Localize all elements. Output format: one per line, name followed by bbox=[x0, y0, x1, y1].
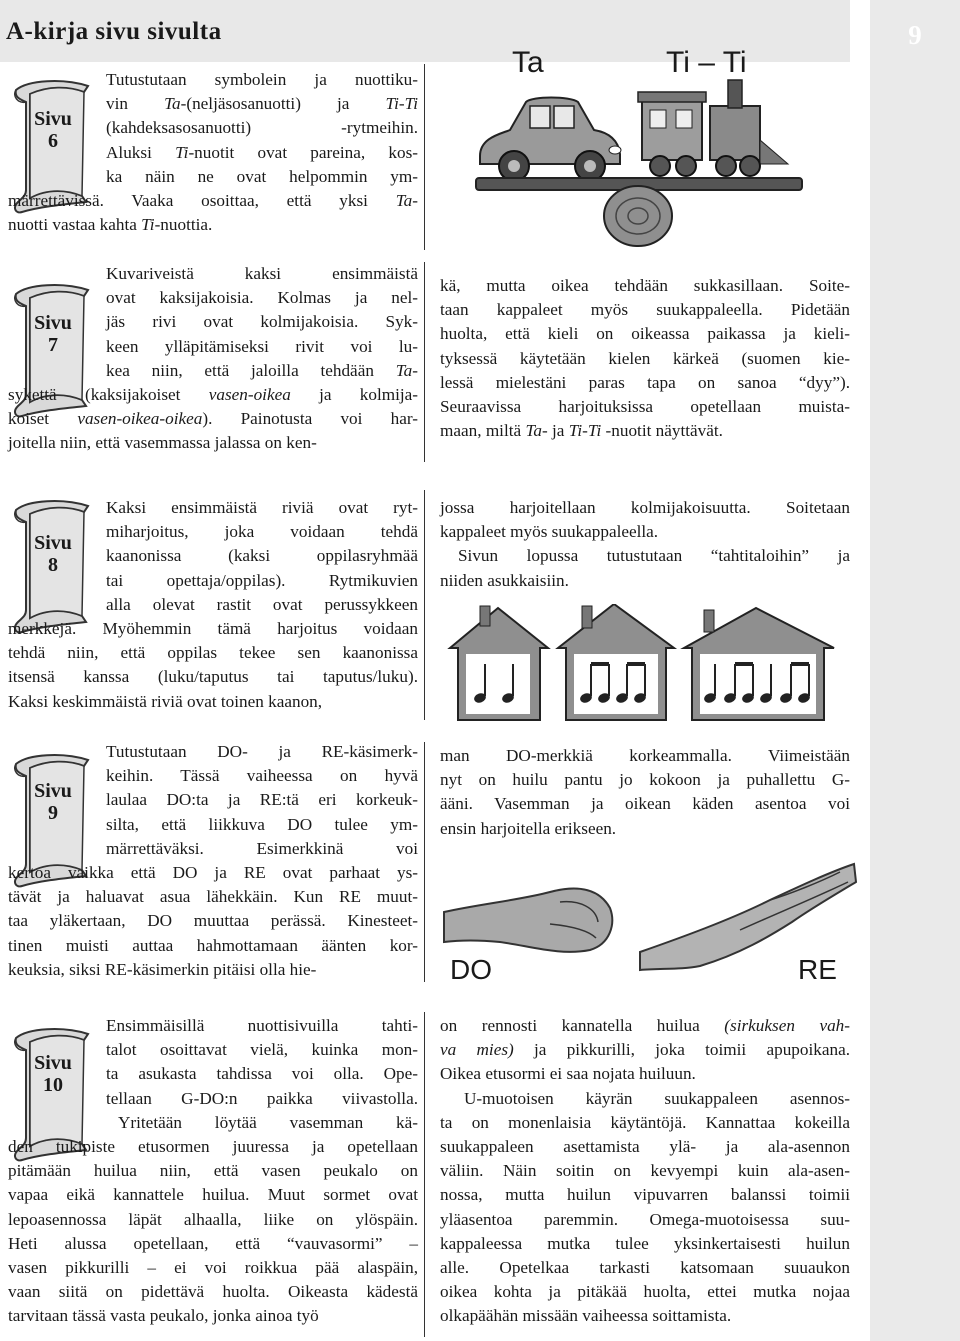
text-line: vapaa eikä kannattele huilua. Muut sormet ovat bbox=[8, 1185, 418, 1205]
text-line: nyt on huilu pantu jo kokoon ja puhallettu G- bbox=[440, 770, 850, 790]
train-icon bbox=[638, 80, 788, 176]
column-divider bbox=[424, 64, 425, 250]
text-line: märrettäväksi. Esimerkkinä voi bbox=[106, 838, 418, 858]
section-sivu-9-text-left bbox=[8, 740, 418, 982]
text-line: maan, miltä Ta- ja Ti-Ti -nuotit näyttävät. bbox=[440, 421, 723, 441]
section-sivu-8-text-right bbox=[440, 496, 850, 593]
text-line: märrettävissä. Vaaka osoittaa, että yksi Ta- bbox=[8, 191, 418, 211]
text-line: ta on monenlaisia käytäntöjä. Kannattaa kokeilla bbox=[440, 1112, 850, 1132]
log-icon bbox=[604, 186, 672, 246]
text-line: Sivun lopussa tutustutaan “tahtitaloihin” ja bbox=[458, 546, 850, 566]
text-line: nossa, mutta huilun vipuvarren balanssi toimii bbox=[440, 1185, 850, 1205]
page-title: A-kirja sivu sivulta bbox=[6, 18, 222, 45]
text-line: silta, että liikkuva DO tulee ym- bbox=[106, 814, 418, 834]
text-line: vin Ta-(neljäsosanuotti) ja Ti-Ti bbox=[106, 94, 419, 114]
text-line: Kaksi keskimmäistä riviä ovat toinen kaanon, bbox=[8, 691, 323, 711]
column-divider bbox=[424, 742, 425, 982]
ta-label: Ta bbox=[512, 46, 544, 79]
text-line: on rennosti kannatella huilua (sirkuksen vah- bbox=[440, 1016, 850, 1035]
text-line: Tutustutaan DO- ja RE-käsimerk- bbox=[106, 742, 418, 761]
text-line: tellaan G-DO:n paikka viivastolla. bbox=[106, 1088, 418, 1108]
text-line: talot osoittavat vielä, kuinka mon- bbox=[106, 1040, 418, 1060]
text-line: merkkejä. Myöhemmin tämä harjoitus voidaan bbox=[8, 619, 418, 639]
text-line: Tutustutaan symbolein ja nuottiku- bbox=[106, 70, 418, 89]
text-line: tai opettaja/oppilas). Rytmikuvien bbox=[106, 570, 418, 590]
text-line: Kaksi ensimmäistä riviä ovat ryt- bbox=[106, 498, 418, 517]
text-line: kappaleessa mutka tulee yksinkertaisesti huilun bbox=[440, 1233, 850, 1253]
text-line: jossa harjoitellaan kolmijakoisuutta. Soitetaan bbox=[440, 498, 850, 517]
house-3-icon bbox=[684, 608, 834, 720]
do-label: DO bbox=[450, 954, 492, 985]
text-line: va mies) ja pikkurilli, joka toimii apupoikana. bbox=[440, 1040, 850, 1060]
text-line: huolta, että kieli on oikeassa paikassa ja kieli- bbox=[440, 324, 850, 344]
text-line: tehdä niin, että oppilas tekee sen kaanonissa bbox=[8, 643, 418, 663]
text-line: tävät ja haluavat asua lähekkäin. Kun RE muut- bbox=[8, 887, 418, 907]
scroll-label: Sivu 7 bbox=[34, 312, 72, 356]
text-line: suukappaleen asettamista ylä- ja ala-asennon bbox=[440, 1137, 850, 1157]
text-line: Oikea etusormi ei saa nojata huiluun. bbox=[440, 1064, 696, 1084]
hand-signs-illustration bbox=[440, 842, 860, 992]
scroll-label: Sivu 6 bbox=[34, 108, 72, 152]
text-line: tyksessä käytetään kielen kärkeä (suomen kie- bbox=[440, 348, 850, 368]
text-line: keuksia, siksi RE-käsimerkin pitäisi olla hie- bbox=[8, 959, 317, 979]
text-line: Kuvariveistä kaksi ensimmäistä bbox=[106, 264, 418, 283]
text-line: ta asukasta tahdissa voi olla. Ope- bbox=[106, 1064, 418, 1084]
text-line: Seuraavissa harjoituksissa opetellaan muista- bbox=[440, 397, 850, 417]
text-line: keen ylläpitämiseksi rivit voi lu- bbox=[106, 336, 418, 356]
text-line: joitella niin, että vasemmassa jalassa on ken- bbox=[8, 433, 317, 453]
text-line: Yritetään löytää vasemman kä- bbox=[118, 1112, 418, 1132]
text-line: vasen pikkurilli – ei voi roikkua pää alaspäin, bbox=[8, 1258, 418, 1278]
text-line: Aluksi Ti-nuotit ovat pareina, kos- bbox=[106, 142, 418, 162]
text-line: taa yläkertaan, DO muuttaa perässä. Kinesteet- bbox=[8, 911, 418, 931]
text-line: sykettä (kaksijakoiset vasen-oikea ja kolmija- bbox=[8, 385, 418, 405]
text-line: Heti alussa opetellaan, että “vauvasormi” – bbox=[8, 1233, 418, 1253]
text-line: tarvitaan tässä vasta peukalo, jonka ainoa työ bbox=[8, 1306, 319, 1326]
section-sivu-10-text-right bbox=[440, 1014, 850, 1329]
ti-ti-label: Ti – Ti bbox=[666, 46, 747, 79]
do-hand-icon bbox=[444, 889, 612, 952]
re-label: RE bbox=[798, 954, 837, 985]
balance-illustration bbox=[470, 78, 810, 250]
section-sivu-7-text-left bbox=[8, 262, 418, 456]
text-line: oikea kohta ja pitäkää huolta, ettei mutka nojaa bbox=[440, 1282, 850, 1302]
text-line: jäs rivi ovat kolmijakoisia. Syk- bbox=[106, 312, 418, 332]
house-2-icon bbox=[558, 604, 674, 720]
section-sivu-9-text-right bbox=[440, 744, 850, 841]
text-line: pitämään huilua niin, että vasen peukalo on bbox=[8, 1161, 418, 1181]
text-line: Ensimmäisillä nuottisivuilla tahti- bbox=[106, 1016, 418, 1035]
text-line: kä, mutta oikea tehdään sukkasillaan. Soite- bbox=[440, 276, 850, 295]
text-line: kaanonissa (kaksi oppilasryhmää bbox=[106, 546, 418, 566]
tahtitalot-illustration bbox=[440, 604, 860, 730]
text-line: kertoa vaikka että DO ja RE ovat parhaat ys- bbox=[8, 863, 418, 883]
house-1-icon bbox=[450, 606, 548, 720]
text-line: lepoasennossa läpät alhaalla, liike on ylöspäin. bbox=[8, 1209, 418, 1229]
section-sivu-6-text bbox=[8, 68, 418, 237]
text-line: koiset vasen-oikea-oikea). Painotusta voi har- bbox=[8, 409, 419, 429]
section-sivu-7-text-right bbox=[440, 274, 850, 443]
column-divider bbox=[424, 262, 425, 462]
text-line: taan kappaleet myös suukappaleella. Pidetään bbox=[440, 300, 850, 320]
scroll-label: Sivu 9 bbox=[34, 780, 72, 824]
scroll-label: Sivu 10 bbox=[34, 1052, 72, 1096]
text-line: kappaleet myös suukappaleella. bbox=[440, 522, 659, 542]
page-number: 9 bbox=[908, 20, 922, 50]
car-icon bbox=[480, 98, 621, 182]
text-line: yläasentoa paremmin. Omega-muotoisessa suu- bbox=[440, 1209, 850, 1229]
text-line: nuotti vastaa kahta Ti-nuottia. bbox=[8, 215, 213, 235]
text-line: keihin. Tässä vaiheessa on hyvä bbox=[106, 766, 418, 786]
column-divider bbox=[424, 490, 425, 720]
text-line: den tukipiste etusormen juuressa ja opetellaan bbox=[8, 1137, 418, 1157]
text-line: kea niin, että jaloilla tehdään Ta- bbox=[106, 360, 418, 380]
text-line: ensin harjoitella erikseen. bbox=[440, 818, 617, 838]
text-line: vaan siitä on pidettävä huolta. Oikeasta kädestä bbox=[8, 1282, 418, 1302]
text-line: ovat kaksijakoisia. Kolmas ja nel- bbox=[106, 288, 418, 308]
text-line: väliin. Näin soitin on kevyempi kuin ala-asen- bbox=[440, 1161, 850, 1181]
text-line: tinen muisti auttaa hahmottamaan äänten kor- bbox=[8, 935, 418, 955]
text-line: U-muotoisen käyrän suukappaleen asennos- bbox=[464, 1088, 850, 1108]
text-line: ääni. Vasemman ja oikean käden asentoa voi bbox=[440, 794, 850, 814]
text-line: (kahdeksasosanuotti) -rytmeihin. bbox=[106, 118, 418, 138]
text-line: miharjoitus, joka voidaan tehdä bbox=[106, 522, 418, 542]
page-tab bbox=[870, 0, 960, 1341]
scroll-label: Sivu 8 bbox=[34, 532, 72, 576]
text-line: laulaa DO:ta ja RE:tä eri korkeuk- bbox=[106, 790, 418, 810]
column-divider bbox=[424, 1012, 425, 1337]
text-line: olkapäähän missään vaiheessa soittamista. bbox=[440, 1306, 732, 1326]
section-sivu-10-text-left bbox=[8, 1014, 418, 1329]
text-line: alla olevat rastit ovat perussykkeen bbox=[106, 594, 418, 614]
text-line: lessä mielestäni paras tapa on sanoa “dyy”). bbox=[440, 372, 850, 392]
text-line: niiden asukkaisiin. bbox=[440, 570, 569, 590]
section-sivu-8-text-left bbox=[8, 496, 418, 714]
text-line: man DO-merkkiä korkeammalla. Viimeistään bbox=[440, 746, 850, 765]
text-line: alle. Opetelkaa tarkasti katsomaan suuaukon bbox=[440, 1258, 850, 1278]
text-line: ka näin ne ovat helpommin ym- bbox=[106, 166, 418, 186]
text-line: itsensä kanssa (luku/taputus tai taputus/luku). bbox=[8, 667, 418, 687]
